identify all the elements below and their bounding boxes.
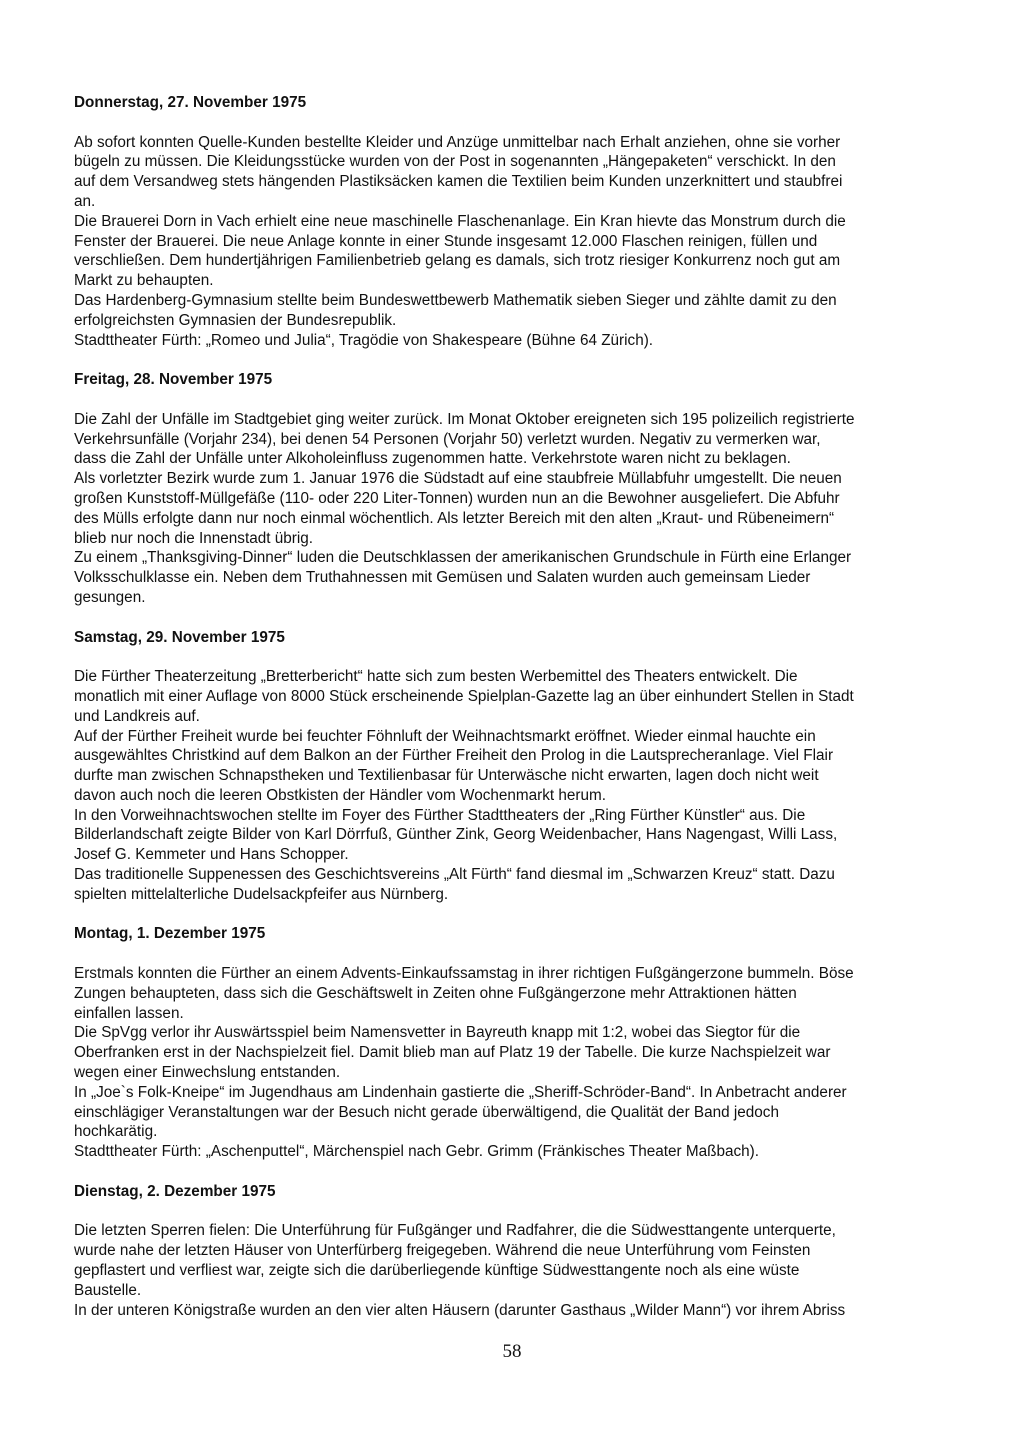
entry-section xyxy=(74,93,974,350)
text-line: Zu einem „Thanksgiving-Dinner“ luden die Deutschklassen der amerikanischen Grundschule in Fürth eine Erlanger xyxy=(74,549,852,567)
text-line: Verkehrsunfälle (Vorjahr 234), bei denen 54 Personen (Vorjahr 50) verletzt wurden. Negativ zu vermerken war, xyxy=(74,430,821,448)
text-line: Die letzten Sperren fielen: Die Unterführung für Fußgänger und Radfahrer, die die Südwesttangente unterquerte, xyxy=(74,1222,836,1240)
paragraph xyxy=(74,212,974,291)
paragraph xyxy=(74,331,974,351)
text-line: hochkarätig. xyxy=(74,1123,158,1141)
text-line: erfolgreichsten Gymnasien der Bundesrepublik. xyxy=(74,311,397,329)
section-heading: Freitag, 28. November 1975 xyxy=(74,371,273,389)
text-line: Stadttheater Fürth: „Aschenputtel“, Märchenspiel nach Gebr. Grimm (Fränkisches Theater Maßbach). xyxy=(74,1143,759,1161)
text-line: Das traditionelle Suppenessen des Geschichtsvereins „Alt Fürth“ fand diesmal im „Schwarzen Kreuz“ statt. Dazu xyxy=(74,866,835,884)
paragraph xyxy=(74,964,974,1023)
text-line: Das Hardenberg-Gymnasium stellte beim Bundeswettbewerb Mathematik sieben Sieger und zählte damit zu den xyxy=(74,291,837,309)
text-line: einfallen lassen. xyxy=(74,1004,184,1022)
text-line: Fenster der Brauerei. Die neue Anlage konnte in einer Stunde insgesamt 12.000 Flaschen reinigen, füllen und xyxy=(74,232,818,250)
text-line: bügeln zu müssen. Die Kleidungsstücke wurden von der Post in sogenannten „Hängepaketen“ verschickt. In den xyxy=(74,153,836,171)
entry-section xyxy=(74,370,974,608)
text-line: Die Brauerei Dorn in Vach erhielt eine neue maschinelle Flaschenanlage. Ein Kran hievte das Monstrum durch die xyxy=(74,212,846,230)
page-number: 58 xyxy=(502,1341,522,1362)
paragraph xyxy=(74,1083,974,1142)
text-line: In den Vorweihnachtswochen stellte im Foyer des Fürther Stadttheaters der „Ring Fürther Künstler“ aus. Die xyxy=(74,806,806,824)
text-line: davon auch noch die leeren Obstkisten der Händler vom Wochenmarkt herum. xyxy=(74,786,606,804)
paragraph xyxy=(74,133,974,212)
paragraph xyxy=(74,667,974,726)
text-line: Volksschulklasse ein. Neben dem Truthahnessen mit Gemüsen und Salaten wurden auch gemeinsam Lieder xyxy=(74,569,811,587)
entry-section xyxy=(74,628,974,905)
text-line: Die SpVgg verlor ihr Auswärtsspiel beim Namensvetter in Bayreuth knapp mit 1:2, wobei das Siegtor für die xyxy=(74,1024,801,1042)
section-heading: Samstag, 29. November 1975 xyxy=(74,628,285,646)
text-line: und Landkreis auf. xyxy=(74,707,200,725)
text-line: Markt zu behaupten. xyxy=(74,272,214,290)
paragraph xyxy=(74,865,974,905)
paragraph xyxy=(74,1142,974,1162)
text-line: gesungen. xyxy=(74,588,146,606)
text-line: Die Zahl der Unfälle im Stadtgebiet ging weiter zurück. Im Monat Oktober ereigneten sich 195 polizeilich registrierte xyxy=(74,410,855,428)
text-line: gepflastert und verfliest war, zeigte sich die darüberliegende künftige Südwesttangente noch als eine wüste xyxy=(74,1262,800,1280)
text-line: einschlägiger Veranstaltungen war der Besuch nicht gerade überwältigend, die Qualität der Band jedoch xyxy=(74,1103,779,1121)
page-content xyxy=(74,93,974,1340)
paragraph xyxy=(74,469,974,548)
text-line: Ab sofort konnten Quelle-Kunden bestellte Kleider und Anzüge unmittelbar nach Erhalt anziehen, ohne sie vorher xyxy=(74,133,841,151)
text-line: spielten mittelalterliche Dudelsackpfeifer aus Nürnberg. xyxy=(74,885,449,903)
section-heading: Montag, 1. Dezember 1975 xyxy=(74,925,266,943)
text-line: Auf der Fürther Freiheit wurde bei feuchter Föhnluft der Weihnachtsmarkt eröffnet. Wieder einmal hauchte ein xyxy=(74,727,816,745)
paragraph xyxy=(74,548,974,607)
text-line: auf dem Versandweg stets hängenden Plastiksäcken kamen die Textilien beim Kunden unzerknittert und staubfrei xyxy=(74,173,843,191)
text-line: Stadttheater Fürth: „Romeo und Julia“, Tragödie von Shakespeare (Bühne 64 Zürich). xyxy=(74,331,654,349)
text-line: In „Joe`s Folk-Kneipe“ im Jugendhaus am Lindenhain gastierte die „Sheriff-Schröder-Band“. In Anbetracht anderer xyxy=(74,1083,847,1101)
text-line: des Mülls erfolgte dann nur noch einmal wöchentlich. Als letzter Bereich mit den alten „Kraut- und Rübeneimern“ xyxy=(74,509,835,527)
text-line: Bilderlandschaft zeigte Bilder von Karl Dörrfuß, Günther Zink, Georg Weidenbacher, Hans Nagengast, Willi Lass, xyxy=(74,826,838,844)
text-line: an. xyxy=(74,192,96,210)
text-line: großen Kunststoff-Müllgefäße (110- oder 220 Liter-Tonnen) wurden nun an die Bewohner ausgeliefert. Die Abfuhr xyxy=(74,489,840,507)
text-line: wegen einer Einwechslung entstanden. xyxy=(74,1064,341,1082)
paragraph xyxy=(74,1023,974,1082)
text-line: Als vorletzter Bezirk wurde zum 1. Januar 1976 die Südstadt auf eine staubfreie Müllabfuhr umgestellt. Die neuen xyxy=(74,470,842,488)
paragraph xyxy=(74,291,974,331)
section-heading: Dienstag, 2. Dezember 1975 xyxy=(74,1182,276,1200)
paragraph xyxy=(74,1221,974,1300)
text-line: Josef G. Kemmeter und Hans Schopper. xyxy=(74,846,349,864)
text-line: Baustelle. xyxy=(74,1281,142,1299)
paragraph xyxy=(74,806,974,865)
text-line: Oberfranken erst in der Nachspielzeit fiel. Damit blieb man auf Platz 19 der Tabelle. Die kurze Nachspielzeit war xyxy=(74,1044,831,1062)
text-line: ausgewähltes Christkind auf dem Balkon an der Fürther Freiheit den Prolog in die Lautsprecheranlage. Viel Flair xyxy=(74,747,834,765)
paragraph xyxy=(74,1301,974,1321)
text-line: Zungen behaupteten, dass sich die Geschäftswelt in Zeiten ohne Fußgängerzone mehr Attraktionen hätten xyxy=(74,984,797,1002)
text-line: dass die Zahl der Unfälle unter Alkoholeinfluss zugenommen hatte. Verkehrstote waren nicht zu beklagen. xyxy=(74,450,791,468)
entry-section xyxy=(74,924,974,1162)
text-line: wurde nahe der letzten Häuser von Unterfürberg freigegeben. Während die neue Unterführung vom Feinsten xyxy=(74,1242,811,1260)
text-line: monatlich mit einer Auflage von 8000 Stück erscheinende Spielplan-Gazette lag an über einhundert Stellen in Stadt xyxy=(74,687,854,705)
text-line: In der unteren Königstraße wurden an den vier alten Häusern (darunter Gasthaus „Wilder Mann“) vor ihrem Abriss xyxy=(74,1301,846,1319)
paragraph xyxy=(74,410,974,469)
entry-section xyxy=(74,1182,974,1321)
text-line: durfte man zwischen Schnapstheken und Textilienbasar für Unterwäsche nicht erwarten, lagen doch nicht weit xyxy=(74,767,819,785)
paragraph xyxy=(74,727,974,806)
text-line: Die Fürther Theaterzeitung „Bretterbericht“ hatte sich zum besten Werbemittel des Theaters entwickelt. Die xyxy=(74,668,798,686)
text-line: verschließen. Dem hundertjährigen Familienbetrieb gelang es damals, sich trotz riesiger Konkurrenz noch gut am xyxy=(74,252,841,270)
text-line: blieb nur noch die Innenstadt übrig. xyxy=(74,529,313,547)
section-heading: Donnerstag, 27. November 1975 xyxy=(74,94,307,111)
text-line: Erstmals konnten die Fürther an einem Advents-Einkaufssamstag in ihrer richtigen Fußgängerzone bummeln. Böse xyxy=(74,965,854,983)
